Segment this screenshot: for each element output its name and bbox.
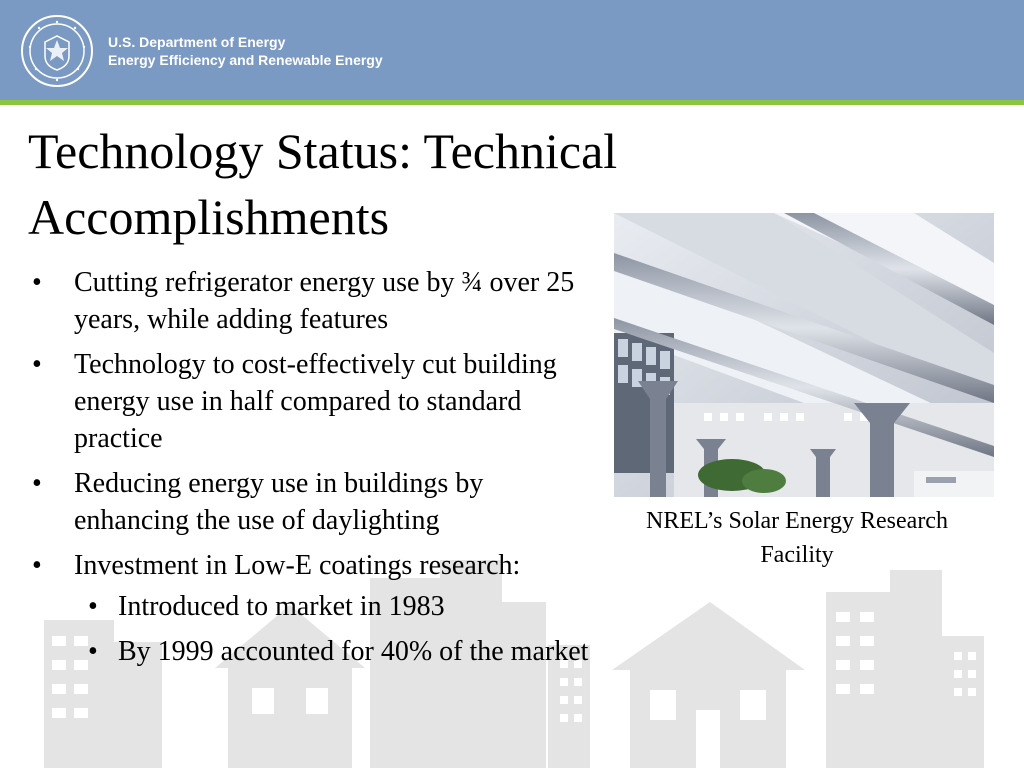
- bullet-item: [32, 547, 602, 670]
- facility-photo: [614, 213, 994, 497]
- agency-name: [108, 34, 383, 70]
- sub-bullet-list: [74, 588, 602, 670]
- bullet-item: • Cutting refrigerator energy use by ¾ over 25 years, while adding features: [32, 264, 602, 338]
- slide-title: Technology Status: Technical Accomplishments: [28, 123, 618, 245]
- photo-caption: NREL’s Solar Energy Research Facility: [646, 508, 948, 568]
- sub-bullet-item: • By 1999 accounted for 40% of the market: [74, 633, 602, 670]
- sub-bullet-item: • Introduced to market in 1983: [74, 588, 602, 625]
- bullet-list: [32, 264, 602, 678]
- agency-line-1: U.S. Department of Energy: [108, 34, 286, 50]
- bullet-item: • Reducing energy use in buildings by enhancing the use of daylighting: [32, 465, 602, 539]
- header-band: [0, 0, 1024, 100]
- agency-line-2: Energy Efficiency and Renewable Energy: [108, 52, 383, 68]
- header-accent-rule: [0, 100, 1024, 105]
- bullet-item: • Technology to cost-effectively cut building energy use in half compared to standard practice: [32, 346, 602, 457]
- doe-seal-icon: [20, 14, 94, 88]
- bullet-text: Investment in Low-E coatings research:: [74, 550, 521, 581]
